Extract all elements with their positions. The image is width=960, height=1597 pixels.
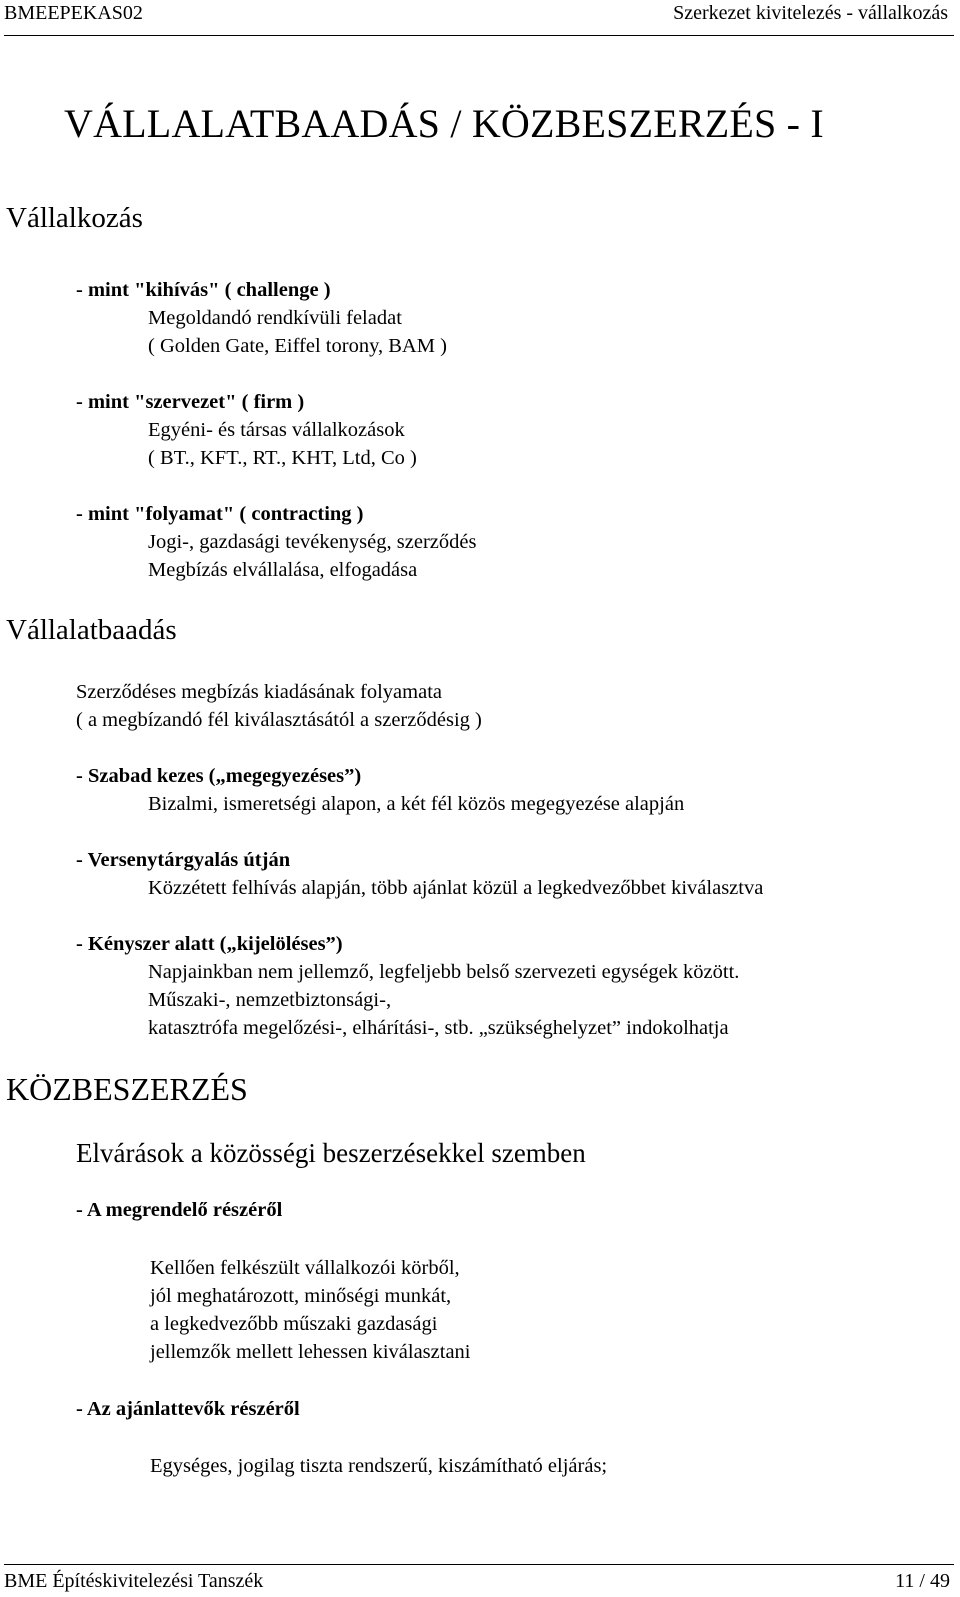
list-item-line: Bizalmi, ismeretségi alapon, a két fél közös megegyezése alapján (148, 793, 685, 815)
subsection-heading: Elvárások a közösségi beszerzésekkel szemben (76, 1138, 586, 1168)
list-item-line: jellemzők mellett lehessen kiválasztani (150, 1341, 471, 1363)
list-item-label: - mint "kihívás" ( challenge ) (76, 279, 331, 301)
list-item-line: ( Golden Gate, Eiffel torony, BAM ) (148, 335, 447, 357)
list-item-label: - Az ajánlattevők részéről (76, 1398, 300, 1420)
list-item-line: jól meghatározott, minőségi munkát, (150, 1285, 452, 1307)
list-item-line: katasztrófa megelőzési-, elhárítási-, stb. „szükséghelyzet” indokolhatja (148, 1017, 729, 1039)
list-item-label: - Versenytárgyalás útján (76, 849, 291, 871)
list-item-label: - A megrendelő részéről (76, 1199, 283, 1221)
list-item-line: Közzétett felhívás alapján, több ajánlat közül a legkedvezőbbet kiválasztva (148, 877, 764, 899)
list-item-label: - mint "folyamat" ( contracting ) (76, 503, 364, 525)
section-heading-kozbeszerzes: KÖZBESZERZÉS (6, 1071, 248, 1107)
list-item-line: ( BT., KFT., RT., KHT, Ltd, Co ) (148, 447, 417, 469)
page-title: VÁLLALATBAADÁS / KÖZBESZERZÉS - I (64, 101, 824, 146)
list-item-line: Megbízás elvállalása, elfogadása (148, 559, 418, 581)
list-item-line: Műszaki-, nemzetbiztonsági-, (148, 989, 392, 1011)
footer-page-number: 11 / 49 (895, 1570, 950, 1592)
list-item-line: Egyéni- és társas vállalkozások (148, 419, 405, 441)
list-item-label: - Szabad kezes („megegyezéses”) (76, 765, 362, 787)
section-heading-vallalkozas: Vállalkozás (6, 202, 143, 234)
list-item-label: - mint "szervezet" ( firm ) (76, 391, 305, 413)
header-subject: Szerkezet kivitelezés - vállalkozás (673, 2, 948, 24)
header-divider (4, 35, 954, 36)
intro-line: ( a megbízandó fél kiválasztásától a szerződésig ) (76, 709, 482, 731)
intro-line: Szerződéses megbízás kiadásának folyamata (76, 681, 442, 703)
section-heading-vallalatbaadas: Vállalatbaadás (6, 614, 177, 646)
list-item-line: Egységes, jogilag tiszta rendszerű, kiszámítható eljárás; (150, 1455, 608, 1477)
list-item-line: a legkedvezőbb műszaki gazdasági (150, 1313, 438, 1335)
header-course-code: BMEEPEKAS02 (4, 2, 143, 24)
list-item-line: Megoldandó rendkívüli feladat (148, 307, 402, 329)
list-item-line: Kellően felkészült vállalkozói körből, (150, 1257, 460, 1279)
list-item-label: - Kényszer alatt („kijelöléses”) (76, 933, 343, 955)
footer-divider (4, 1564, 954, 1565)
footer-department: BME Építéskivitelezési Tanszék (4, 1570, 264, 1592)
list-item-line: Napjainkban nem jellemző, legfeljebb belső szervezeti egységek között. (148, 961, 740, 983)
list-item-line: Jogi-, gazdasági tevékenység, szerződés (148, 531, 477, 553)
